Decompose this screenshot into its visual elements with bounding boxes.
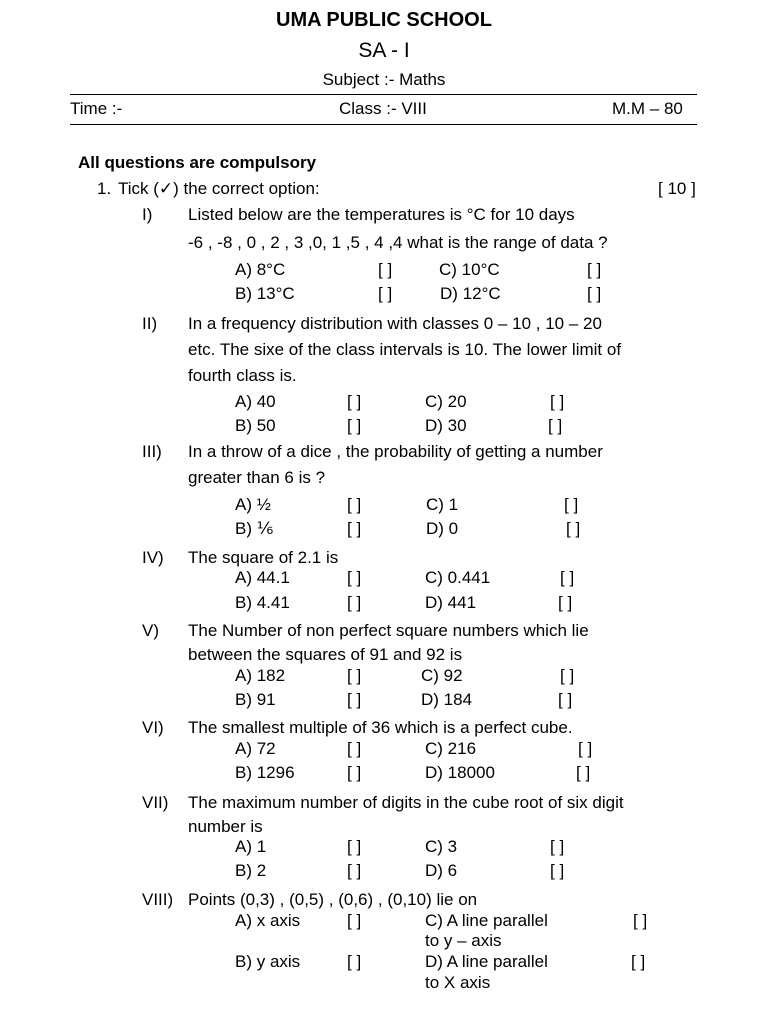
item-text-line: etc. The sixe of the class intervals is 10. The lower limit of — [188, 340, 622, 359]
option-b: B) 2 — [235, 861, 267, 880]
item-numeral: I) — [142, 205, 153, 224]
item-numeral: V) — [142, 621, 159, 640]
item-text-line: The maximum number of digits in the cube root of six digit — [188, 793, 624, 812]
item-text-line: The square of 2.1 is — [188, 548, 339, 567]
option-a: A) 40 — [235, 392, 276, 411]
answer-bracket[interactable]: [ ] — [347, 837, 362, 856]
option-c: C) 20 — [425, 392, 467, 411]
option-d: D) 12°C — [440, 284, 501, 303]
option-b: B) 1296 — [235, 763, 295, 782]
option-a: A) x axis — [235, 911, 301, 930]
max-marks: M.M – 80 — [612, 99, 683, 118]
item-text-line: between the squares of 91 and 92 is — [188, 645, 463, 664]
header-rule-bottom — [70, 124, 697, 125]
header-rule-top — [70, 94, 697, 95]
option-a: A) 8°C — [235, 260, 286, 279]
answer-bracket[interactable]: [ ] — [558, 593, 573, 612]
answer-bracket[interactable]: [ ] — [378, 284, 393, 303]
option-b: B) 50 — [235, 416, 276, 435]
answer-bracket[interactable]: [ ] — [378, 260, 393, 279]
option-a: A) 72 — [235, 739, 276, 758]
option-c-continued: to y – axis — [425, 931, 502, 950]
option-c: C) 3 — [425, 837, 458, 856]
answer-bracket[interactable]: [ ] — [587, 284, 602, 303]
question-marks: [ 10 ] — [658, 179, 696, 198]
answer-bracket[interactable]: [ ] — [631, 952, 646, 971]
item-text-line: fourth class is. — [188, 366, 297, 385]
answer-bracket[interactable]: [ ] — [564, 495, 579, 514]
option-a: A) ½ — [235, 495, 271, 514]
item-text-line: In a frequency distribution with classes 0 – 10 , 10 – 20 — [188, 314, 602, 333]
item-numeral: VII) — [142, 793, 169, 812]
school-name: UMA PUBLIC SCHOOL — [276, 9, 492, 31]
answer-bracket[interactable]: [ ] — [633, 911, 648, 930]
subject-line: Subject :- Maths — [322, 70, 446, 89]
answer-bracket[interactable]: [ ] — [550, 861, 565, 880]
item-numeral: III) — [142, 442, 162, 461]
option-d: D) 441 — [425, 593, 477, 612]
option-d: D) 6 — [425, 861, 458, 880]
answer-bracket[interactable]: [ ] — [347, 763, 362, 782]
option-d-continued: to X axis — [425, 973, 491, 992]
item-numeral: II) — [142, 314, 158, 333]
answer-bracket[interactable]: [ ] — [550, 837, 565, 856]
time-label: Time :- — [70, 99, 123, 118]
answer-bracket[interactable]: [ ] — [347, 739, 362, 758]
item-text-line: greater than 6 is ? — [188, 468, 326, 487]
instructions: All questions are compulsory — [78, 153, 317, 172]
answer-bracket[interactable]: [ ] — [347, 392, 362, 411]
item-numeral: VIII) — [142, 890, 174, 909]
option-d: D) 18000 — [425, 763, 495, 782]
answer-bracket[interactable]: [ ] — [347, 690, 362, 709]
answer-bracket[interactable]: [ ] — [576, 763, 591, 782]
option-c: C) 10°C — [439, 260, 500, 279]
answer-bracket[interactable]: [ ] — [347, 861, 362, 880]
option-d: D) 184 — [421, 690, 473, 709]
answer-bracket[interactable]: [ ] — [347, 416, 362, 435]
option-a: A) 1 — [235, 837, 267, 856]
answer-bracket[interactable]: [ ] — [347, 593, 362, 612]
answer-bracket[interactable]: [ ] — [558, 690, 573, 709]
answer-bracket[interactable]: [ ] — [347, 495, 362, 514]
question-number: 1. — [97, 179, 112, 198]
item-text-line: The Number of non perfect square numbers which lie — [188, 621, 589, 640]
option-b: B) y axis — [235, 952, 301, 971]
answer-bracket[interactable]: [ ] — [347, 666, 362, 685]
option-c: C) 1 — [426, 495, 459, 514]
answer-bracket[interactable]: [ ] — [347, 519, 362, 538]
question-text: Tick (✓) the correct option: — [118, 179, 320, 198]
answer-bracket[interactable]: [ ] — [566, 519, 581, 538]
answer-bracket[interactable]: [ ] — [347, 911, 362, 930]
option-d: D) 30 — [425, 416, 467, 435]
answer-bracket[interactable]: [ ] — [560, 666, 575, 685]
option-b: B) 4.41 — [235, 593, 290, 612]
exam-title: SA - I — [358, 39, 410, 62]
option-d: D) 0 — [426, 519, 459, 538]
class-label: Class :- VIII — [339, 99, 427, 118]
option-b: B) 91 — [235, 690, 276, 709]
option-c: C) 92 — [421, 666, 463, 685]
option-b: B) 13°C — [235, 284, 295, 303]
item-text-line: Listed below are the temperatures is °C for 10 days — [188, 205, 575, 224]
option-b: B) ⅙ — [235, 519, 274, 538]
item-text-line: -6 , -8 , 0 , 2 , 3 ,0, 1 ,5 , 4 ,4 what is the range of data ? — [188, 233, 608, 252]
item-numeral: VI) — [142, 718, 164, 737]
answer-bracket[interactable]: [ ] — [347, 568, 362, 587]
option-d: D) A line parallel — [425, 952, 548, 971]
answer-bracket[interactable]: [ ] — [548, 416, 563, 435]
item-text-line: The smallest multiple of 36 which is a perfect cube. — [188, 718, 573, 737]
answer-bracket[interactable]: [ ] — [578, 739, 593, 758]
answer-bracket[interactable]: [ ] — [347, 952, 362, 971]
item-numeral: IV) — [142, 548, 164, 567]
answer-bracket[interactable]: [ ] — [587, 260, 602, 279]
item-text-line: Points (0,3) , (0,5) , (0,6) , (0,10) lie on — [188, 890, 478, 909]
answer-bracket[interactable]: [ ] — [550, 392, 565, 411]
option-c: C) A line parallel — [425, 911, 548, 930]
item-text-line: In a throw of a dice , the probability of getting a number — [188, 442, 603, 461]
option-a: A) 44.1 — [235, 568, 290, 587]
option-c: C) 216 — [425, 739, 477, 758]
option-a: A) 182 — [235, 666, 286, 685]
item-text-line: number is — [188, 817, 263, 836]
answer-bracket[interactable]: [ ] — [560, 568, 575, 587]
option-c: C) 0.441 — [425, 568, 491, 587]
